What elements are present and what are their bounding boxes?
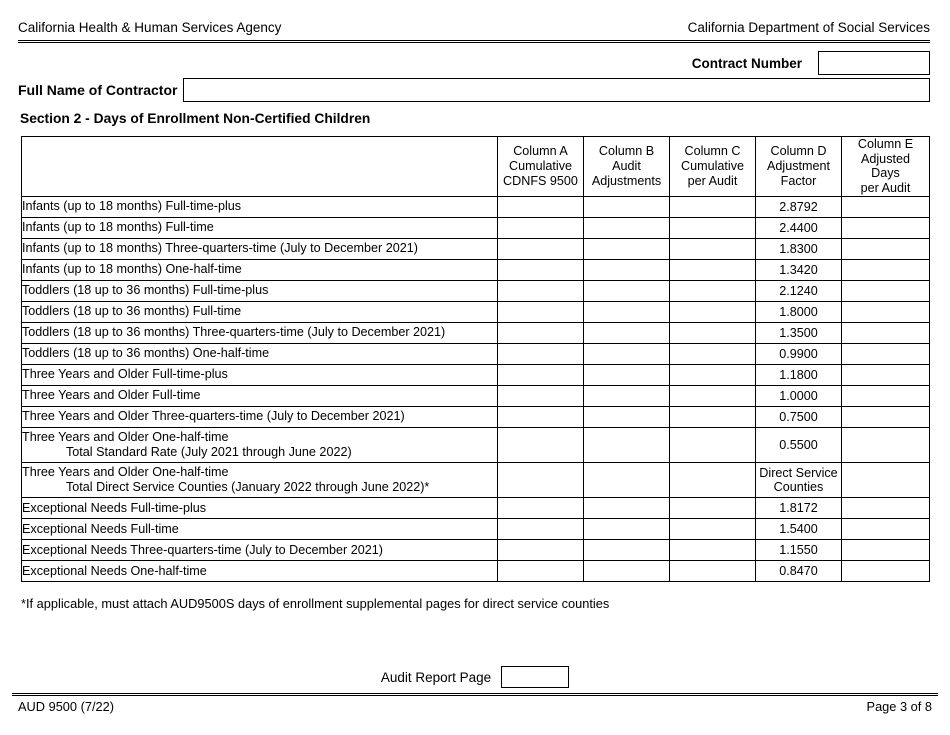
row-label-line1: Infants (up to 18 months) Full-time-plus — [22, 199, 242, 214]
cell-col-e[interactable] — [842, 561, 930, 582]
row-label — [22, 498, 498, 519]
table-row — [22, 259, 930, 280]
section-title: Section 2 - Days of Enrollment Non-Certified Children — [20, 111, 371, 126]
table-body — [22, 196, 930, 581]
contract-number-row — [692, 51, 930, 75]
row-label-line1: Three Years and Older Full-time — [22, 388, 201, 403]
contractor-name-input[interactable] — [183, 78, 930, 102]
adjustment-factor-value: 1.8300 — [779, 241, 818, 256]
cell-col-a[interactable] — [498, 540, 584, 561]
column-header-d — [756, 137, 842, 197]
row-label — [22, 301, 498, 322]
cell-col-c[interactable] — [670, 322, 756, 343]
column-header-e-line4: per Audit — [860, 181, 911, 196]
cell-col-a[interactable] — [498, 427, 584, 462]
cell-col-c[interactable] — [670, 519, 756, 540]
row-label-line1: Three Years and Older One-half-time — [22, 429, 229, 444]
cell-col-e[interactable] — [842, 498, 930, 519]
contractor-name-row — [18, 78, 930, 102]
cell-col-c[interactable] — [670, 343, 756, 364]
cell-col-c[interactable] — [670, 196, 756, 217]
cell-col-b[interactable] — [584, 519, 670, 540]
column-header-e-line3: Days — [871, 166, 900, 181]
adjustment-factor-value-line2: Counties — [773, 480, 824, 495]
cell-col-a[interactable] — [498, 519, 584, 540]
cell-col-a[interactable] — [498, 238, 584, 259]
document-footer — [18, 699, 932, 714]
cell-col-d — [756, 385, 842, 406]
column-header-c — [670, 137, 756, 197]
adjustment-factor-value: 1.3500 — [779, 325, 818, 340]
cell-col-e[interactable] — [842, 427, 930, 462]
adjustment-factor-value: 0.9900 — [779, 346, 818, 361]
row-label-line2: Total Direct Service Counties (January 2022 through June 2022)* — [66, 480, 430, 495]
contract-number-input[interactable] — [818, 51, 930, 75]
cell-col-c[interactable] — [670, 385, 756, 406]
cell-col-c[interactable] — [670, 217, 756, 238]
cell-col-d — [756, 343, 842, 364]
cell-col-b[interactable] — [584, 238, 670, 259]
row-label-line1: Exceptional Needs One-half-time — [22, 563, 207, 578]
table-row — [22, 217, 930, 238]
cell-col-a[interactable] — [498, 259, 584, 280]
table-row — [22, 343, 930, 364]
cell-col-a[interactable] — [498, 463, 584, 498]
column-header-b-line3: Adjustments — [591, 173, 662, 188]
row-label — [22, 343, 498, 364]
footer-divider — [12, 693, 938, 696]
cell-col-e[interactable] — [842, 196, 930, 217]
cell-col-a[interactable] — [498, 364, 584, 385]
adjustment-factor-value: 0.8470 — [779, 564, 818, 578]
column-header-c-line3: per Audit — [687, 173, 738, 188]
cell-col-b[interactable] — [584, 385, 670, 406]
cell-col-a[interactable] — [498, 322, 584, 343]
cell-col-a[interactable] — [498, 196, 584, 217]
cell-col-a[interactable] — [498, 217, 584, 238]
adjustment-factor-value: 1.8172 — [779, 501, 818, 515]
cell-col-d — [756, 463, 842, 498]
table-row — [22, 406, 930, 427]
row-label-line1: Exceptional Needs Three-quarters-time (July to December 2021) — [22, 542, 383, 557]
row-label-line1: Infants (up to 18 months) One-half-time — [22, 262, 242, 277]
column-header-d-line1: Column D — [770, 144, 827, 159]
cell-col-b[interactable] — [584, 427, 670, 462]
row-label-line1: Toddlers (18 up to 36 months) Three-quarters-time (July to December 2021) — [22, 325, 446, 340]
row-label-line1: Three Years and Older One-half-time — [22, 465, 229, 480]
cell-col-a[interactable] — [498, 385, 584, 406]
cell-col-a[interactable] — [498, 561, 584, 582]
cell-col-d — [756, 427, 842, 462]
column-header-d-line3: Factor — [780, 173, 817, 188]
row-label-line2: Total Standard Rate (July 2021 through June 2022) — [66, 445, 352, 460]
row-label — [22, 561, 498, 582]
adjustment-factor-value: 0.5500 — [779, 437, 818, 452]
cell-col-d — [756, 519, 842, 540]
cell-col-d — [756, 196, 842, 217]
enrollment-table — [21, 136, 930, 582]
cell-col-c[interactable] — [670, 238, 756, 259]
cell-col-c[interactable] — [670, 498, 756, 519]
column-header-d-line2: Adjustment — [767, 159, 830, 174]
cell-col-b[interactable] — [584, 463, 670, 498]
row-label-line1: Three Years and Older Full-time-plus — [22, 367, 228, 382]
row-label — [22, 406, 498, 427]
adjustment-factor-value: 0.7500 — [779, 409, 818, 424]
cell-col-e[interactable] — [842, 217, 930, 238]
column-header-a-line1: Column A — [513, 144, 568, 159]
column-header-a-line2: Cumulative — [509, 159, 572, 174]
cell-col-e[interactable] — [842, 540, 930, 561]
adjustment-factor-value: 2.8792 — [779, 199, 818, 214]
cell-col-b[interactable] — [584, 322, 670, 343]
table-row — [22, 196, 930, 217]
row-label — [22, 322, 498, 343]
cell-col-a[interactable] — [498, 280, 584, 301]
column-header-a — [498, 137, 584, 197]
row-label — [22, 385, 498, 406]
cell-col-c[interactable] — [670, 259, 756, 280]
row-label-line1: Infants (up to 18 months) Three-quarters-time (July to December 2021) — [22, 241, 418, 256]
cell-col-a[interactable] — [498, 301, 584, 322]
cell-col-d — [756, 217, 842, 238]
cell-col-d — [756, 301, 842, 322]
table-row — [22, 301, 930, 322]
row-label — [22, 238, 498, 259]
cell-col-e[interactable] — [842, 385, 930, 406]
table-header-row — [22, 137, 930, 197]
row-label — [22, 217, 498, 238]
row-label-line1: Infants (up to 18 months) Full-time — [22, 220, 214, 235]
cell-col-e[interactable] — [842, 238, 930, 259]
cell-col-c[interactable] — [670, 427, 756, 462]
column-header-b — [584, 137, 670, 197]
page-indicator: Page 3 of 8 — [866, 699, 932, 714]
cell-col-d — [756, 540, 842, 561]
audit-report-page-row — [0, 666, 950, 688]
cell-col-d — [756, 498, 842, 519]
row-label — [22, 280, 498, 301]
cell-col-e[interactable] — [842, 343, 930, 364]
row-label — [22, 427, 498, 462]
row-label-line1: Exceptional Needs Full-time-plus — [22, 500, 207, 515]
cell-col-b[interactable] — [584, 343, 670, 364]
adjustment-factor-value: 2.1240 — [779, 283, 818, 298]
adjustment-factor-value: 1.0000 — [779, 388, 818, 403]
table-row — [22, 322, 930, 343]
column-header-e-line2: Adjusted — [860, 151, 910, 166]
cell-col-b[interactable] — [584, 217, 670, 238]
table-row — [22, 498, 930, 519]
row-label-line1: Exceptional Needs Full-time — [22, 521, 179, 536]
adjustment-factor-value: 1.8000 — [779, 304, 818, 319]
column-header-b-line1: Column B — [598, 144, 655, 159]
audit-report-page-input[interactable] — [501, 666, 569, 688]
cell-col-a[interactable] — [498, 343, 584, 364]
cell-col-d — [756, 280, 842, 301]
cell-col-c[interactable] — [670, 463, 756, 498]
adjustment-factor-value: 1.1550 — [779, 543, 818, 557]
cell-col-d — [756, 561, 842, 582]
cell-col-c[interactable] — [670, 364, 756, 385]
column-header-a-line3: CDNFS 9500 — [503, 173, 578, 188]
cell-col-b[interactable] — [584, 280, 670, 301]
cell-col-e[interactable] — [842, 519, 930, 540]
cell-col-c[interactable] — [670, 561, 756, 582]
column-header-rowlabel — [22, 137, 498, 197]
audit-report-page-label: Audit Report Page — [380, 669, 492, 685]
cell-col-e[interactable] — [842, 406, 930, 427]
cell-col-d — [756, 406, 842, 427]
cell-col-d — [756, 259, 842, 280]
cell-col-c[interactable] — [670, 540, 756, 561]
agency-name-right: California Department of Social Services — [687, 20, 930, 35]
table-row — [22, 540, 930, 561]
adjustment-factor-value: Direct Service — [759, 465, 838, 480]
cell-col-c[interactable] — [670, 406, 756, 427]
table-row — [22, 238, 930, 259]
row-label-line1: Toddlers (18 up to 36 months) One-half-time — [22, 346, 270, 361]
cell-col-d — [756, 322, 842, 343]
row-label — [22, 259, 498, 280]
cell-col-d — [756, 364, 842, 385]
row-label — [22, 519, 498, 540]
table-row — [22, 519, 930, 540]
table-row — [22, 463, 930, 498]
document-header — [18, 20, 930, 35]
cell-col-b[interactable] — [584, 498, 670, 519]
adjustment-factor-value: 1.5400 — [779, 522, 818, 536]
cell-col-a[interactable] — [498, 498, 584, 519]
table-row — [22, 427, 930, 462]
column-header-b-line2: Audit — [612, 159, 641, 174]
contract-number-label: Contract Number — [691, 55, 802, 71]
cell-col-e[interactable] — [842, 463, 930, 498]
cell-col-b[interactable] — [584, 561, 670, 582]
table-row — [22, 385, 930, 406]
row-label-line1: Toddlers (18 up to 36 months) Full-time-plus — [22, 283, 269, 298]
table-row — [22, 561, 930, 582]
row-label — [22, 364, 498, 385]
table-row — [22, 280, 930, 301]
row-label — [22, 196, 498, 217]
cell-col-b[interactable] — [584, 406, 670, 427]
row-label-line1: Three Years and Older Three-quarters-time (July to December 2021) — [22, 409, 405, 424]
cell-col-e[interactable] — [842, 280, 930, 301]
cell-col-e[interactable] — [842, 364, 930, 385]
cell-col-d — [756, 238, 842, 259]
adjustment-factor-value: 1.3420 — [779, 262, 818, 277]
adjustment-factor-value: 1.1800 — [779, 367, 818, 382]
row-label — [22, 540, 498, 561]
footnote: *If applicable, must attach AUD9500S days of enrollment supplemental pages for direct service counties — [21, 596, 610, 611]
column-header-c-line2: Cumulative — [681, 159, 744, 174]
column-header-e-line1: Column E — [857, 137, 914, 151]
cell-col-b[interactable] — [584, 196, 670, 217]
contractor-name-label: Full Name of Contractor — [18, 82, 178, 98]
cell-col-e[interactable] — [842, 301, 930, 322]
cell-col-b[interactable] — [584, 301, 670, 322]
cell-col-a[interactable] — [498, 406, 584, 427]
table-row — [22, 364, 930, 385]
cell-col-c[interactable] — [670, 301, 756, 322]
column-header-e — [842, 137, 930, 197]
cell-col-c[interactable] — [670, 280, 756, 301]
row-label — [22, 463, 498, 498]
cell-col-b[interactable] — [584, 540, 670, 561]
row-label-line1: Toddlers (18 up to 36 months) Full-time — [22, 304, 242, 319]
adjustment-factor-value: 2.4400 — [779, 220, 818, 235]
cell-col-e[interactable] — [842, 322, 930, 343]
header-divider — [18, 40, 930, 43]
form-number: AUD 9500 (7/22) — [18, 699, 115, 714]
cell-col-b[interactable] — [584, 364, 670, 385]
column-header-c-line1: Column C — [684, 144, 741, 159]
cell-col-e[interactable] — [842, 259, 930, 280]
cell-col-b[interactable] — [584, 259, 670, 280]
agency-name-left: California Health & Human Services Agency — [18, 20, 282, 35]
